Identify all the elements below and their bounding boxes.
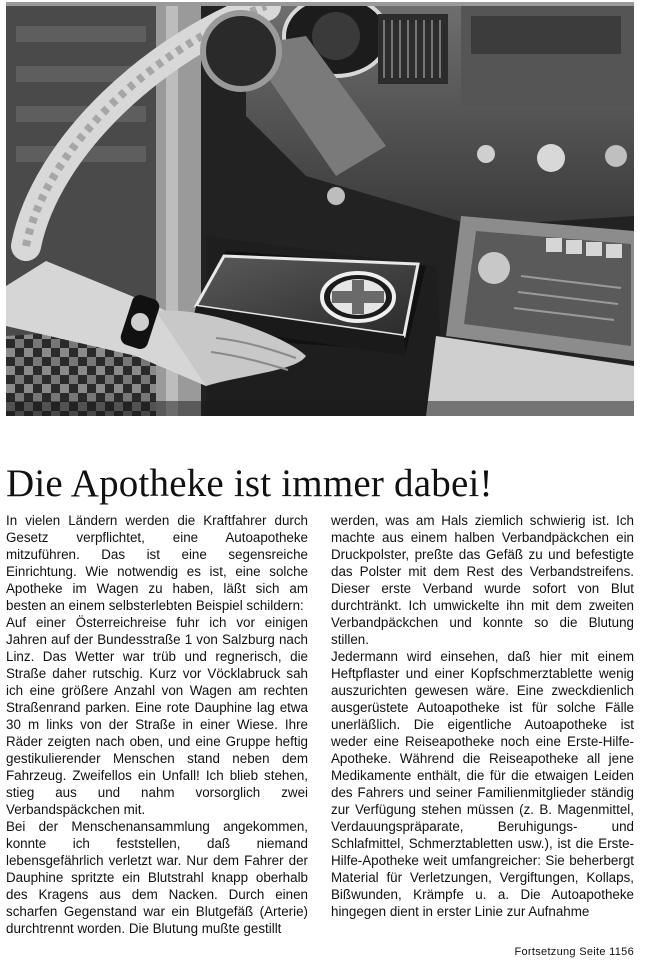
headline: Die Apotheke ist immer dabei! [6,462,493,506]
photo-car-interior-first-aid-kit [6,6,634,416]
paragraph: Auf einer Österreichreise fuhr ich vor einigen Jahren auf der Bundesstraße 1 von Salzburg nach Linz. Das Wetter war trüb und regnerisch, die Straße daher rutschig. Kurz vor Vöcklabruck sah ich eine größere Anzahl von Wagen am rechten Straßenrand parken. Eine rote Dauphine lag etwa 30 m links von der Straße in einer Wiese. Ihre Räder zeigten nach oben, und eine Gruppe heftig gestikulierender Menschen stand neben dem Fahrzeug. Zweifellos ein Unfall! Ich blieb stehen, stieg aus und nahm vorsorglich zwei Verbandspäckchen mit. [6,615,308,817]
article-column-right [331,512,634,920]
article-column-left [6,512,308,937]
paragraph: Bei der Menschenansammlung angekommen, konnte ich feststellen, daß niemand lebensgefährlich verletzt war. Nur dem Fahrer der Dauphine spritzte ein Blutstrahl knapp oberhalb des Kragens aus dem Nacken. Durch einen scharfen Gegenstand war ein Blutgefäß (Arterie) durchtrennt worden. Die Blutung mußte gestillt [6,819,308,936]
paragraph: werden, was am Hals ziemlich schwierig ist. Ich machte aus einem halben Verbandpäckchen ein Druckpolster, preßte das Gefäß zu und befestigte das Polster mit dem Rest des Verbandstreifens. Dieser erste Verband wurde sofort von Blut durchtränkt. Ich umwickelte ihn mit dem zweiten Verbandpäckchen und konnte so die Blutung stillen. [331,513,634,647]
continuation-note: Fortsetzung Seite 1156 [514,946,634,958]
paragraph: In vielen Ländern werden die Kraftfahrer durch Gesetz verpflichtet, eine Autoapotheke mitzuführen. Das ist eine segensreiche Einrichtung. Wie notwendig es ist, eine solche Apotheke im Wagen zu haben, läßt sich am besten an einem selbsterlebten Beispiel schildern: [6,513,308,613]
paragraph: Jedermann wird einsehen, daß hier mit einem Heftpflaster und einer Kopfschmerztablette wenig auszurichten gewesen wäre. Eine zweckdienlich ausgerüstete Autoapotheke ist für solche Fälle unerläßlich. Die eigentliche Autoapotheke ist weder eine Reiseapotheke noch eine Erste-Hilfe-Apotheke. Während die Reiseapotheke all jene Medikamente enthält, die für die etwaigen Leiden des Fahrers und seiner Familienmitglieder ständig zur Verfügung stehen müssen (z. B. Magenmittel, Verdauungspräparate, Beruhigungs- und Schlafmittel, Schmerztabletten usw.), ist die Erste-Hilfe-Apotheke weit umfangreicher: Sie beherbergt Material für Verletzungen, Vergiftungen, Kollaps, Bißwunden, Krämpfe u. a. Die Autoapotheke hingegen dient in erster Linie zur Aufnahme [331,649,634,919]
